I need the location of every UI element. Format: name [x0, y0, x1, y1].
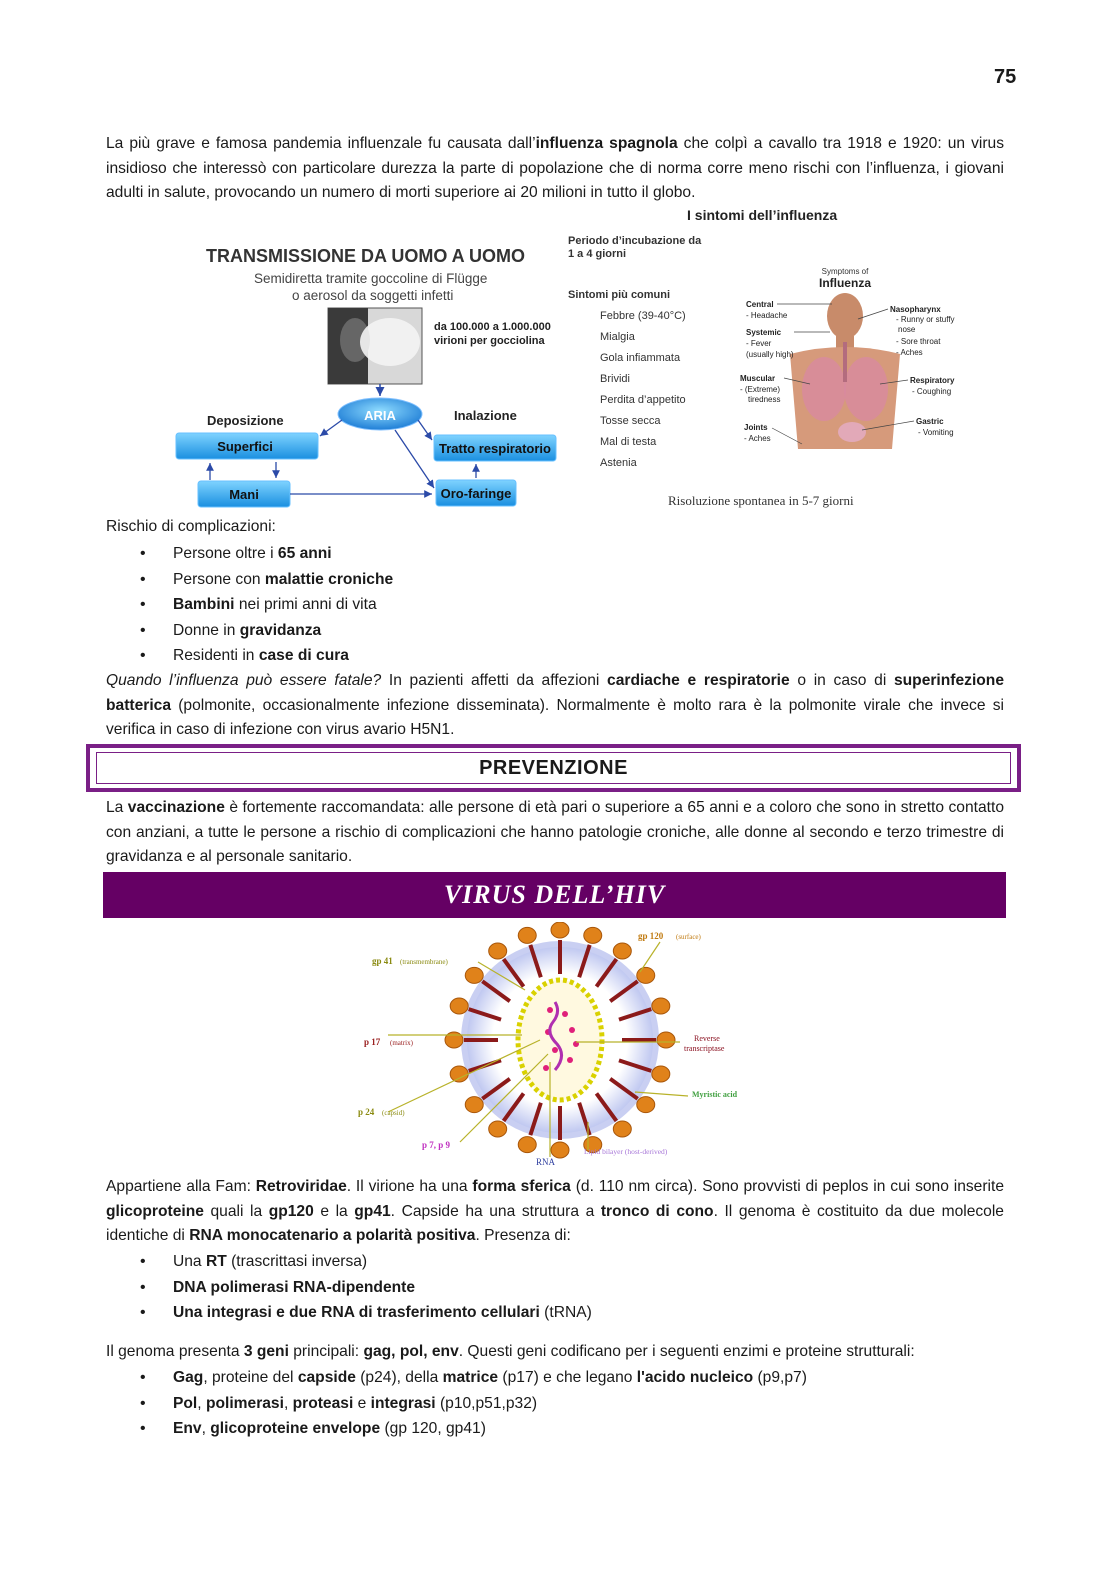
symptom-item: Perdita d’appetito [600, 394, 686, 406]
spike-head [450, 998, 468, 1014]
spike-head [652, 1066, 670, 1082]
label-rt-1: Reverse [694, 1034, 720, 1043]
list-item: • Donne in gravidanza [106, 618, 393, 644]
hiv-components-list [106, 1249, 592, 1326]
list-item: • Gag, proteine del capside (p24), della matrice (p17) e che legano l'acido nucleico (p9,p7) [106, 1365, 807, 1391]
symptom-item: Mal di testa [600, 436, 657, 448]
transmission-subtitle-1: Semidiretta tramite goccoline di Flügge [254, 271, 488, 286]
spike-head [518, 927, 536, 943]
fig-naso-desc-3: - Sore throat [896, 337, 941, 346]
fig-joints: Joints [744, 423, 768, 432]
list-item: • Una integrasi e due RNA di trasferimento cellulari (tRNA) [106, 1300, 592, 1326]
spike-head [518, 1137, 536, 1153]
incubation-2: 1 a 4 giorni [568, 248, 627, 260]
label-myristic: Myristic acid [692, 1090, 738, 1099]
resolution-text: Risoluzione spontanea in 5-7 giorni [668, 493, 854, 508]
fig-gastric-desc: - Vomiting [918, 428, 954, 437]
page-number: 75 [994, 66, 1017, 88]
oro-faringe-box: Oro-faringe [440, 486, 512, 501]
transmission-subtitle-2: o aerosol da soggetti infetti [292, 288, 454, 303]
spike-head [657, 1032, 675, 1048]
sneeze-photo [328, 308, 422, 384]
spike-head [637, 967, 655, 983]
label-p24-sub: (capsid) [382, 1109, 405, 1117]
label-p24: p 24 [358, 1107, 375, 1117]
fig-naso-desc-2: nose [898, 325, 916, 334]
symptom-item: Mialgia [600, 331, 635, 343]
fatal-paragraph: Quando l’influenza può essere fatale? In pazienti affetti da affezioni cardiache e respiratorie o in caso di superinfezione batterica (polmonite, occasionalmente infezione disseminata). Normalmente è molto rara è la polmonite virale che invece si verifica in caso di infezione con virus avario H5N1. [106, 672, 1005, 738]
prevenzione-paragraph: La vaccinazione è fortemente raccomandata: alle persone di età pari o superiore a 65 anni e a coloro che sono in stretto contatto con anziani, a tutte le persone a rischio di complicazioni che hanno patologie croniche, alle donne al secondo e terzo trimestre di gravidanza e al personale sanitario. [106, 799, 1004, 865]
hiv-genes-list [106, 1365, 807, 1442]
hiv-section-header: VIRUS DELL’HIV [103, 872, 1006, 918]
label-p7p9: p 7, p 9 [422, 1140, 451, 1150]
symptoms-figure [562, 204, 982, 516]
intro-paragraph: La più grave e famosa pandemia influenzale fu causata dall’influenza spagnola che colpì a cavallo tra 1918 e 1920: un virus insidioso che interessò con particolare durezza la parte di popolazione che di norma corre meno rischi con l’influenza, i giovani adulti in salute, provocando un numero di morti superiore ai 20 milioni in tutto il globo. [106, 135, 1005, 201]
symptom-item: Tosse secca [600, 415, 661, 427]
fig-joints-desc: - Aches [744, 434, 771, 443]
spike-head [465, 967, 483, 983]
fig-naso: Nasopharynx [890, 305, 941, 314]
list-item: • Pol, polimerasi, proteasi e integrasi (p10,p51,p32) [106, 1391, 807, 1417]
list-item: • Persone con malattie croniche [106, 567, 393, 593]
fig-central-desc: - Headache [746, 311, 788, 320]
spike-head [450, 1066, 468, 1082]
fig-systemic: Systemic [746, 328, 782, 337]
droplet-note-2: virioni per gocciolina [434, 335, 545, 347]
fig-resp: Respiratory [910, 376, 955, 385]
symptom-item: Astenia [600, 457, 637, 469]
mani-box: Mani [229, 487, 259, 502]
label-rna: RNA [536, 1157, 556, 1167]
label-gp120: gp 120 [638, 931, 664, 941]
fig-systemic-desc-2: (usually high) [746, 350, 794, 359]
fig-central: Central [746, 300, 774, 309]
label-rt-2: transcriptase [684, 1044, 725, 1053]
superfici-box: Superfici [217, 439, 273, 454]
deposizione-label: Deposizione [207, 413, 284, 428]
inalazione-label: Inalazione [454, 408, 517, 423]
list-item: • Env, glicoproteine envelope (gp 120, gp41) [106, 1416, 807, 1442]
fig-naso-desc-4: - Aches [896, 348, 923, 357]
fig-head-2: Influenza [818, 276, 872, 290]
risk-title: Rischio di complicazioni: [106, 518, 276, 535]
aria-label: ARIA [364, 408, 396, 423]
list-item: • Residenti in case di cura [106, 643, 393, 669]
spike-head [613, 1121, 631, 1137]
hiv-diagram [350, 922, 760, 1172]
fig-gastric: Gastric [916, 417, 944, 426]
body-figure [790, 293, 900, 449]
list-item: • Una RT (trascrittasi inversa) [106, 1249, 592, 1275]
label-gp120-sub: (surface) [676, 933, 701, 941]
incubation-1: Periodo d’incubazione da [568, 235, 702, 247]
fig-muscular-desc-2: tiredness [748, 395, 781, 404]
symptom-item: Gola infiammata [600, 352, 681, 364]
symptom-item: Brividi [600, 373, 630, 385]
hiv-paragraph-1: Appartiene alla Fam: Retroviridae. Il virione ha una forma sferica (d. 110 nm circa). Sono provvisti di peplos in cui sono inserite glicoproteine quali la gp120 e la gp41. Capside ha una struttura a tronco di cono. Il genoma è costituito da due molecole identiche di RNA monocatenario a polarità positiva. Presenza di: [106, 1178, 1004, 1244]
label-lipid: Lipid bilayer (host-derived) [584, 1147, 668, 1156]
hiv-paragraph-2: Il genoma presenta 3 geni principali: gag, pol, env. Questi geni codificano per i seguenti enzimi e proteine strutturali: [106, 1343, 915, 1360]
spike-head [551, 922, 569, 938]
symptoms-title: I sintomi dell’influenza [687, 207, 838, 223]
fig-muscular-desc-1: - (Extreme) [740, 385, 780, 394]
spike-head [613, 943, 631, 959]
label-gp41: gp 41 [372, 956, 393, 966]
tratto-box: Tratto respiratorio [439, 441, 551, 456]
spike-head [584, 927, 602, 943]
fig-resp-desc: - Coughing [912, 387, 952, 396]
fig-head-1: Symptoms of [821, 267, 869, 276]
spike-head [489, 1121, 507, 1137]
label-p17: p 17 [364, 1037, 381, 1047]
spike-head [551, 1142, 569, 1158]
label-p17-sub: (matrix) [390, 1039, 413, 1047]
risk-list [106, 541, 393, 669]
transmission-title: TRANSMISSIONE DA UOMO A UOMO [206, 246, 525, 266]
list-item: • DNA polimerasi RNA-dipendente [106, 1275, 592, 1301]
spike-head [652, 998, 670, 1014]
symptom-item: Febbre (39-40°C) [600, 310, 686, 322]
spike-head [637, 1097, 655, 1113]
list-item: • Persone oltre i 65 anni [106, 541, 393, 567]
droplet-note-1: da 100.000 a 1.000.000 [434, 321, 551, 333]
spike-head [465, 1097, 483, 1113]
common-symptoms-title: Sintomi più comuni [568, 289, 671, 301]
prevenzione-header [86, 744, 1021, 792]
fig-naso-desc-1: - Runny or stuffy [896, 315, 955, 324]
prevenzione-title: PREVENZIONE [96, 752, 1011, 784]
fig-systemic-desc-1: - Fever [746, 339, 772, 348]
list-item: • Bambini nei primi anni di vita [106, 592, 393, 618]
fig-muscular: Muscular [740, 374, 776, 383]
transmission-diagram [170, 230, 570, 515]
label-gp41-sub: (transmembrane) [400, 958, 448, 966]
spike-head [489, 943, 507, 959]
